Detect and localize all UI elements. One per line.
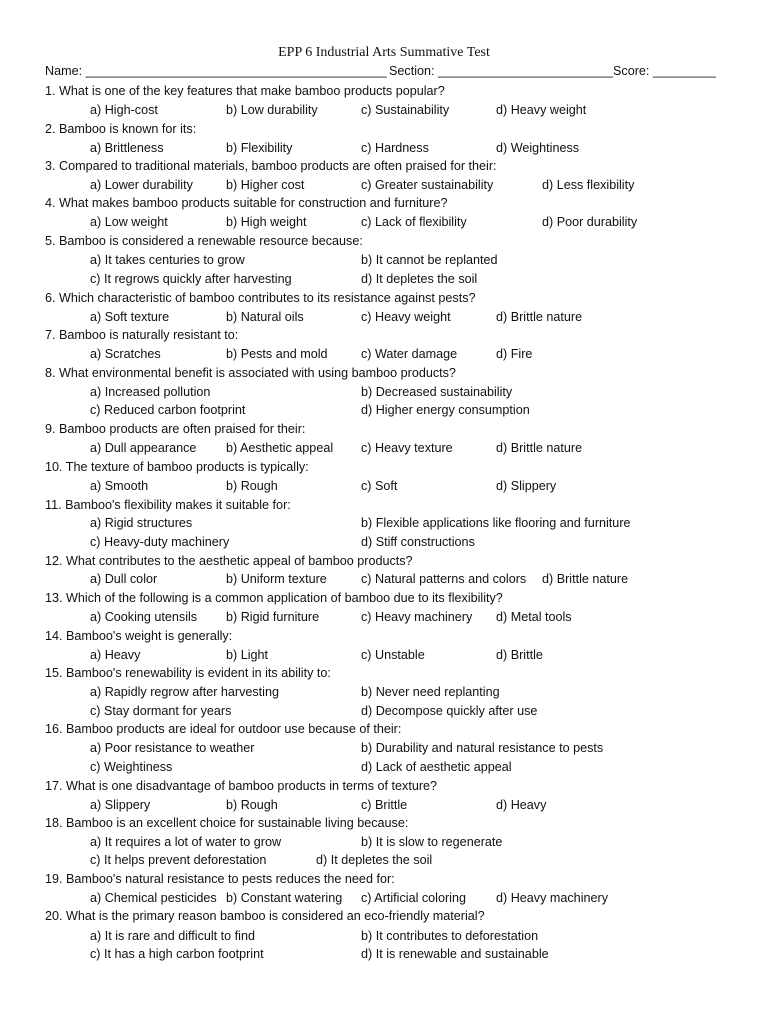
answer-option: d) Brittle nature	[542, 572, 629, 586]
question-text: 5. Bamboo is considered a renewable resource because:	[45, 234, 363, 248]
answer-option: d) Fire	[496, 347, 533, 361]
answer-option: c) Heavy machinery	[361, 610, 473, 624]
score-field: Score: _________	[613, 64, 716, 78]
answer-option: d) Brittle	[496, 648, 543, 662]
answer-option: a) It is rare and difficult to find	[90, 929, 255, 943]
answer-option: a) Low weight	[90, 215, 168, 229]
question-text: 14. Bamboo's weight is generally:	[45, 629, 233, 643]
name-field: Name: ___________________________________________	[45, 64, 387, 78]
answer-option: a) Slippery	[90, 798, 151, 812]
answer-option: a) Cooking utensils	[90, 610, 198, 624]
answer-option: d) Slippery	[496, 479, 557, 493]
answer-option: c) Weightiness	[90, 760, 173, 774]
question-text: 20. What is the primary reason bamboo is considered an eco-friendly material?	[45, 909, 485, 923]
answer-option: b) Durability and natural resistance to pests	[361, 741, 604, 755]
question-text: 17. What is one disadvantage of bamboo products in terms of texture?	[45, 779, 438, 793]
answer-option: c) Natural patterns and colors	[361, 572, 527, 586]
answer-option: a) Rapidly regrow after harvesting	[90, 685, 279, 699]
answer-option: d) Weightiness	[496, 141, 580, 155]
answer-option: d) Poor durability	[542, 215, 638, 229]
question-text: 2. Bamboo is known for its:	[45, 122, 197, 136]
answer-option: d) It depletes the soil	[361, 272, 478, 286]
answer-option: a) Rigid structures	[90, 516, 193, 530]
answer-option: d) Higher energy consumption	[361, 403, 530, 417]
question-text: 7. Bamboo is naturally resistant to:	[45, 328, 239, 342]
question-text: 19. Bamboo's natural resistance to pests reduces the need for:	[45, 872, 395, 886]
answer-option: d) Brittle nature	[496, 310, 583, 324]
answer-option: b) High weight	[226, 215, 307, 229]
answer-option: c) Reduced carbon footprint	[90, 403, 246, 417]
answer-option: b) Low durability	[226, 103, 318, 117]
question-text: 6. Which characteristic of bamboo contributes to its resistance against pests?	[45, 291, 476, 305]
answer-option: c) Brittle	[361, 798, 408, 812]
question-text: 11. Bamboo's flexibility makes it suitable for:	[45, 498, 291, 512]
answer-option: c) Water damage	[361, 347, 458, 361]
question-text: 3. Compared to traditional materials, bamboo products are often praised for their:	[45, 159, 497, 173]
section-field: Section: _________________________	[389, 64, 614, 78]
answer-option: b) It is slow to regenerate	[361, 835, 503, 849]
answer-option: c) It has a high carbon footprint	[90, 947, 264, 961]
answer-option: c) Hardness	[361, 141, 429, 155]
answer-option: d) Stiff constructions	[361, 535, 475, 549]
answer-option: a) It requires a lot of water to grow	[90, 835, 282, 849]
answer-option: b) It contributes to deforestation	[361, 929, 539, 943]
answer-option: a) Dull color	[90, 572, 158, 586]
answer-option: a) Smooth	[90, 479, 149, 493]
answer-option: d) Heavy machinery	[496, 891, 608, 905]
answer-option: a) Soft texture	[90, 310, 170, 324]
question-text: 16. Bamboo products are ideal for outdoor use because of their:	[45, 722, 402, 736]
answer-option: b) Aesthetic appeal	[226, 441, 334, 455]
answer-option: b) It cannot be replanted	[361, 253, 498, 267]
answer-option: c) Heavy texture	[361, 441, 453, 455]
answer-option: b) Decreased sustainability	[361, 385, 513, 399]
answer-option: c) It helps prevent deforestation	[90, 853, 267, 867]
answer-option: c) Greater sustainability	[361, 178, 494, 192]
answer-option: a) Lower durability	[90, 178, 193, 192]
answer-option: c) Stay dormant for years	[90, 704, 232, 718]
answer-option: a) Scratches	[90, 347, 161, 361]
question-text: 9. Bamboo products are often praised for their:	[45, 422, 306, 436]
answer-option: a) Chemical pesticides	[90, 891, 217, 905]
question-text: 12. What contributes to the aesthetic appeal of bamboo products?	[45, 554, 413, 568]
answer-option: c) Heavy weight	[361, 310, 451, 324]
question-text: 1. What is one of the key features that make bamboo products popular?	[45, 84, 445, 98]
answer-option: c) It regrows quickly after harvesting	[90, 272, 292, 286]
answer-option: d) Metal tools	[496, 610, 572, 624]
answer-option: c) Soft	[361, 479, 398, 493]
answer-option: b) Light	[226, 648, 269, 662]
answer-option: c) Heavy-duty machinery	[90, 535, 230, 549]
answer-option: d) Brittle nature	[496, 441, 583, 455]
answer-option: a) Brittleness	[90, 141, 164, 155]
answer-option: b) Natural oils	[226, 310, 304, 324]
answer-option: d) Heavy	[496, 798, 547, 812]
header-fields	[45, 64, 725, 82]
answer-option: a) It takes centuries to grow	[90, 253, 245, 267]
page-title: EPP 6 Industrial Arts Summative Test	[278, 45, 490, 60]
answer-option: a) Heavy	[90, 648, 141, 662]
answer-option: b) Higher cost	[226, 178, 305, 192]
answer-option: c) Lack of flexibility	[361, 215, 467, 229]
answer-option: b) Uniform texture	[226, 572, 327, 586]
answer-option: b) Constant watering	[226, 891, 343, 905]
answer-option: b) Pests and mold	[226, 347, 328, 361]
answer-option: a) Poor resistance to weather	[90, 741, 255, 755]
answer-option: b) Rigid furniture	[226, 610, 320, 624]
answer-option: b) Flexible applications like flooring and furniture	[361, 516, 631, 530]
answer-option: c) Unstable	[361, 648, 425, 662]
question-text: 18. Bamboo is an excellent choice for sustainable living because:	[45, 816, 409, 830]
answer-option: d) Less flexibility	[542, 178, 635, 192]
question-text: 15. Bamboo's renewability is evident in its ability to:	[45, 666, 331, 680]
question-text: 8. What environmental benefit is associated with using bamboo products?	[45, 366, 456, 380]
answer-option: c) Sustainability	[361, 103, 450, 117]
answer-option: c) Artificial coloring	[361, 891, 466, 905]
question-text: 10. The texture of bamboo products is typically:	[45, 460, 309, 474]
answer-option: d) Decompose quickly after use	[361, 704, 538, 718]
answer-option: d) Heavy weight	[496, 103, 587, 117]
answer-option: b) Flexibility	[226, 141, 293, 155]
answer-option: b) Rough	[226, 479, 278, 493]
answer-option: a) Increased pollution	[90, 385, 211, 399]
answer-option: d) It depletes the soil	[316, 853, 433, 867]
answer-option: b) Never need replanting	[361, 685, 500, 699]
answer-option: a) Dull appearance	[90, 441, 197, 455]
answer-option: d) It is renewable and sustainable	[361, 947, 549, 961]
answer-option: b) Rough	[226, 798, 278, 812]
question-text: 13. Which of the following is a common application of bamboo due to its flexibility?	[45, 591, 503, 605]
answer-option: d) Lack of aesthetic appeal	[361, 760, 512, 774]
answer-option: a) High-cost	[90, 103, 158, 117]
question-text: 4. What makes bamboo products suitable for construction and furniture?	[45, 196, 448, 210]
